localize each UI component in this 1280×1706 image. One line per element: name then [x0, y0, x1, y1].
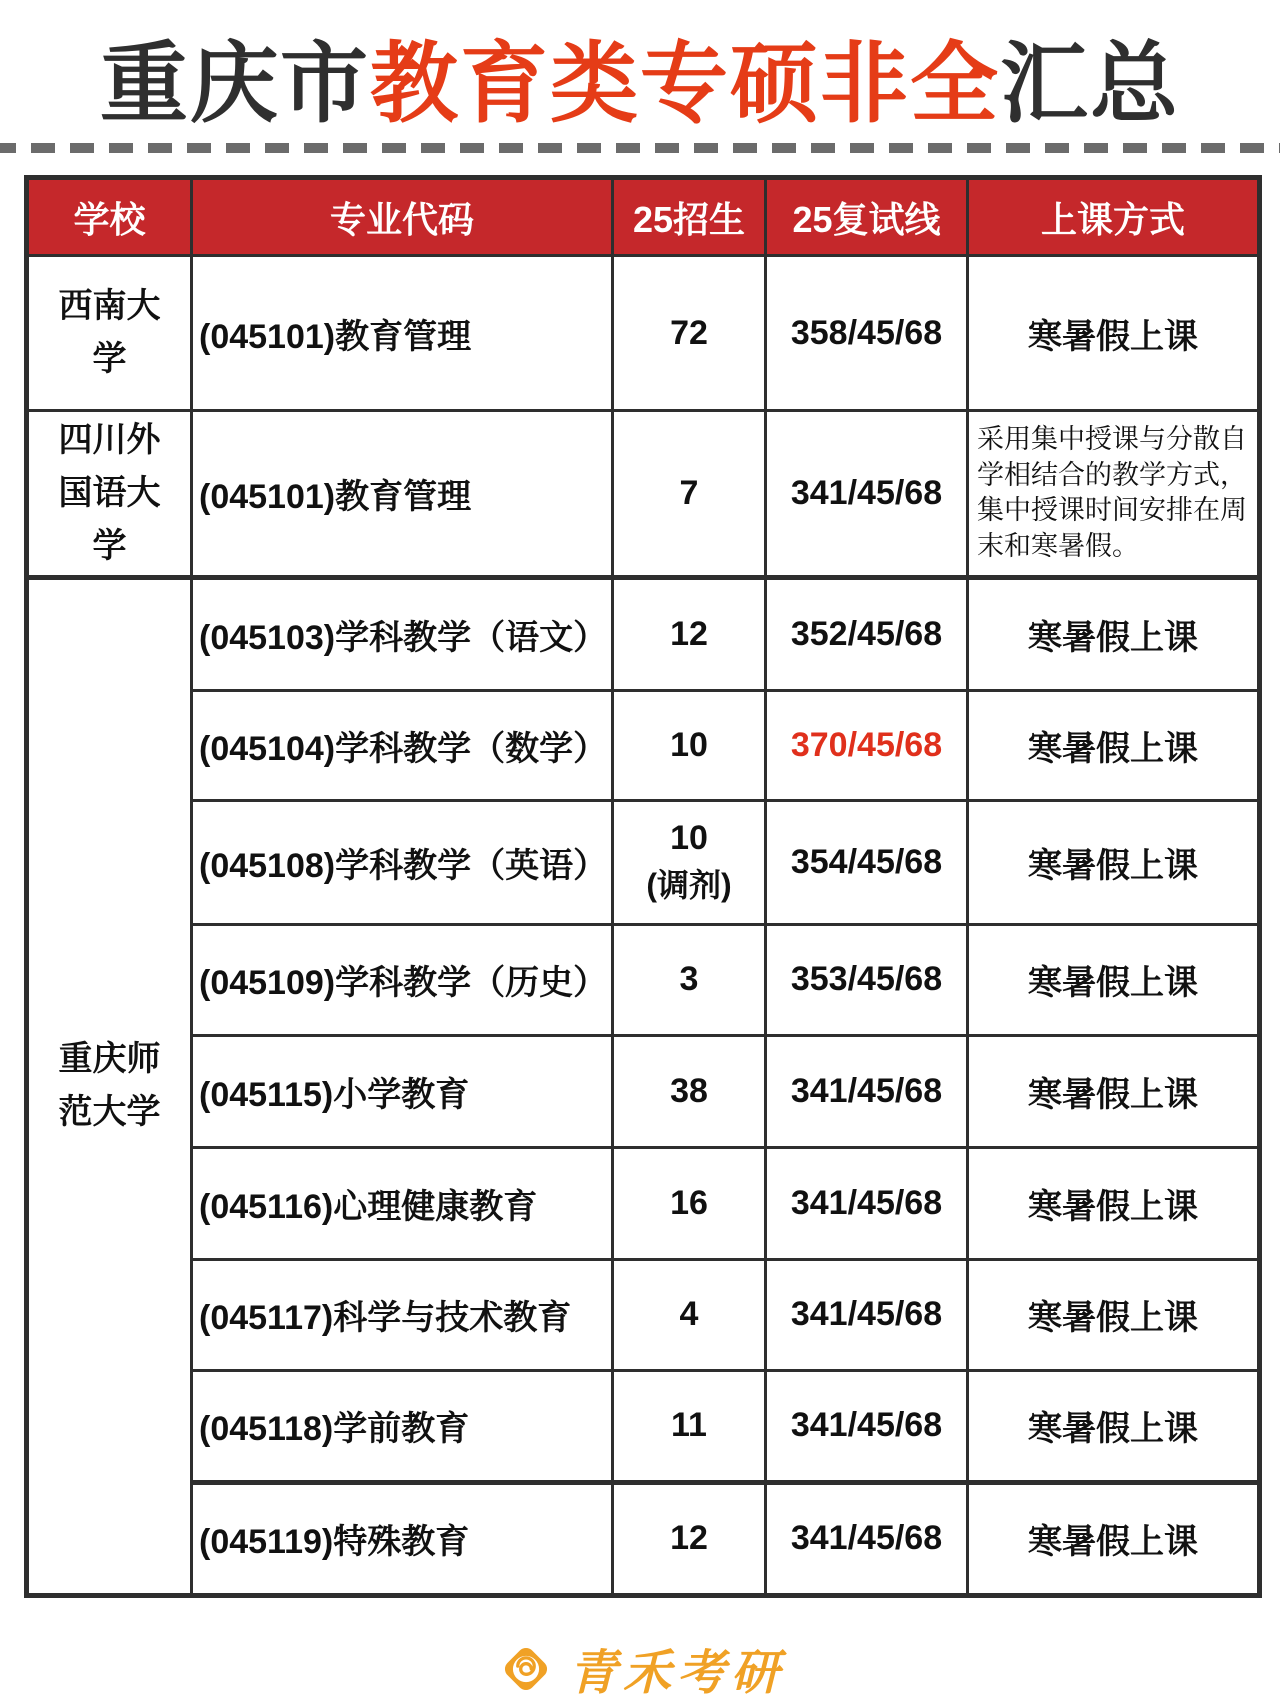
brand-footer: [0, 1634, 1280, 1703]
retest-line-cell: 352/45/68: [766, 577, 968, 690]
header-class-mode: 上课方式: [968, 178, 1260, 256]
class-mode-cell: 寒暑假上课: [968, 690, 1260, 800]
class-mode-cell: 寒暑假上课: [968, 256, 1260, 411]
table-row: [27, 924, 1260, 1035]
enrollment-cell: 12: [613, 577, 766, 690]
table-row: [27, 1147, 1260, 1259]
retest-line-cell: 341/45/68: [766, 1035, 968, 1147]
school-cell: 四川外国语大学: [27, 411, 192, 578]
header-enrollment-25: 25招生: [613, 178, 766, 256]
header-school: 学校: [27, 178, 192, 256]
major-code-cell: (045104)学科教学（数学）: [192, 690, 613, 800]
enrollment-cell: 12: [613, 1482, 766, 1595]
class-mode-cell: 寒暑假上课: [968, 924, 1260, 1035]
major-code-cell: (045101)教育管理: [192, 256, 613, 411]
table-row: [27, 1370, 1260, 1482]
retest-line-cell: 341/45/68: [766, 411, 968, 578]
table-row: [27, 1035, 1260, 1147]
dashed-divider: [0, 143, 1280, 153]
school-cell: 西南大学: [27, 256, 192, 411]
major-code-cell: (045119)特殊教育: [192, 1482, 613, 1595]
enrollment-cell: 7: [613, 411, 766, 578]
major-code-cell: (045118)学前教育: [192, 1370, 613, 1482]
summary-table: [24, 175, 1262, 1598]
page-title-part1: 重庆市: [99, 34, 370, 133]
enrollment-cell: 3: [613, 924, 766, 1035]
class-mode-note-cell: 采用集中授课与分散自学相结合的教学方式，集中授课时间安排在周末和寒暑假。: [968, 411, 1260, 578]
class-mode-cell: 寒暑假上课: [968, 1370, 1260, 1482]
page-title: [0, 14, 1280, 140]
enrollment-note: (调剂): [646, 866, 732, 903]
class-mode-cell: 寒暑假上课: [968, 1035, 1260, 1147]
class-mode-cell: 寒暑假上课: [968, 577, 1260, 690]
retest-line-cell: 353/45/68: [766, 924, 968, 1035]
class-mode-cell: 寒暑假上课: [968, 1147, 1260, 1259]
enrollment-cell: [613, 800, 766, 924]
page-title-part3: 汇总: [1000, 34, 1181, 133]
table-row: [27, 411, 1260, 578]
major-code-cell: (045109)学科教学（历史）: [192, 924, 613, 1035]
major-code-cell: (045108)学科教学（英语）: [192, 800, 613, 924]
retest-line-cell: 341/45/68: [766, 1259, 968, 1370]
enrollment-value: 10: [670, 818, 708, 857]
retest-line-cell: 341/45/68: [766, 1147, 968, 1259]
major-code-cell: (045115)小学教育: [192, 1035, 613, 1147]
retest-line-cell: 341/45/68: [766, 1370, 968, 1482]
major-code-cell: (045116)心理健康教育: [192, 1147, 613, 1259]
enrollment-cell: 16: [613, 1147, 766, 1259]
class-mode-cell: 寒暑假上课: [968, 1259, 1260, 1370]
table-row: [27, 1259, 1260, 1370]
retest-line-cell: 358/45/68: [766, 256, 968, 411]
table-row: [27, 690, 1260, 800]
enrollment-cell: 11: [613, 1370, 766, 1482]
retest-line-cell: 341/45/68: [766, 1482, 968, 1595]
retest-line-cell: 354/45/68: [766, 800, 968, 924]
header-major-code: 专业代码: [192, 178, 613, 256]
table-row: [27, 256, 1260, 411]
table-row: [27, 1482, 1260, 1595]
table-row: [27, 577, 1260, 690]
qinghe-logo-icon: [495, 1638, 557, 1700]
enrollment-cell: 72: [613, 256, 766, 411]
major-code-cell: (045103)学科教学（语文）: [192, 577, 613, 690]
header-row: [27, 178, 1260, 256]
retest-line-cell-highlight: 370/45/68: [766, 690, 968, 800]
header-retest-line-25: 25复试线: [766, 178, 968, 256]
summary-table-container: [24, 175, 1262, 1598]
enrollment-cell: 10: [613, 690, 766, 800]
table-row: [27, 800, 1260, 924]
school-cell: 重庆师范大学: [27, 577, 192, 1595]
page-title-highlight: 教育类专硕非全: [369, 34, 1000, 133]
enrollment-cell: 4: [613, 1259, 766, 1370]
class-mode-cell: 寒暑假上课: [968, 1482, 1260, 1595]
major-code-cell: (045117)科学与技术教育: [192, 1259, 613, 1370]
enrollment-cell: 38: [613, 1035, 766, 1147]
brand-name: 青禾考研: [568, 1647, 785, 1700]
class-mode-cell: 寒暑假上课: [968, 800, 1260, 924]
major-code-cell: (045101)教育管理: [192, 411, 613, 578]
